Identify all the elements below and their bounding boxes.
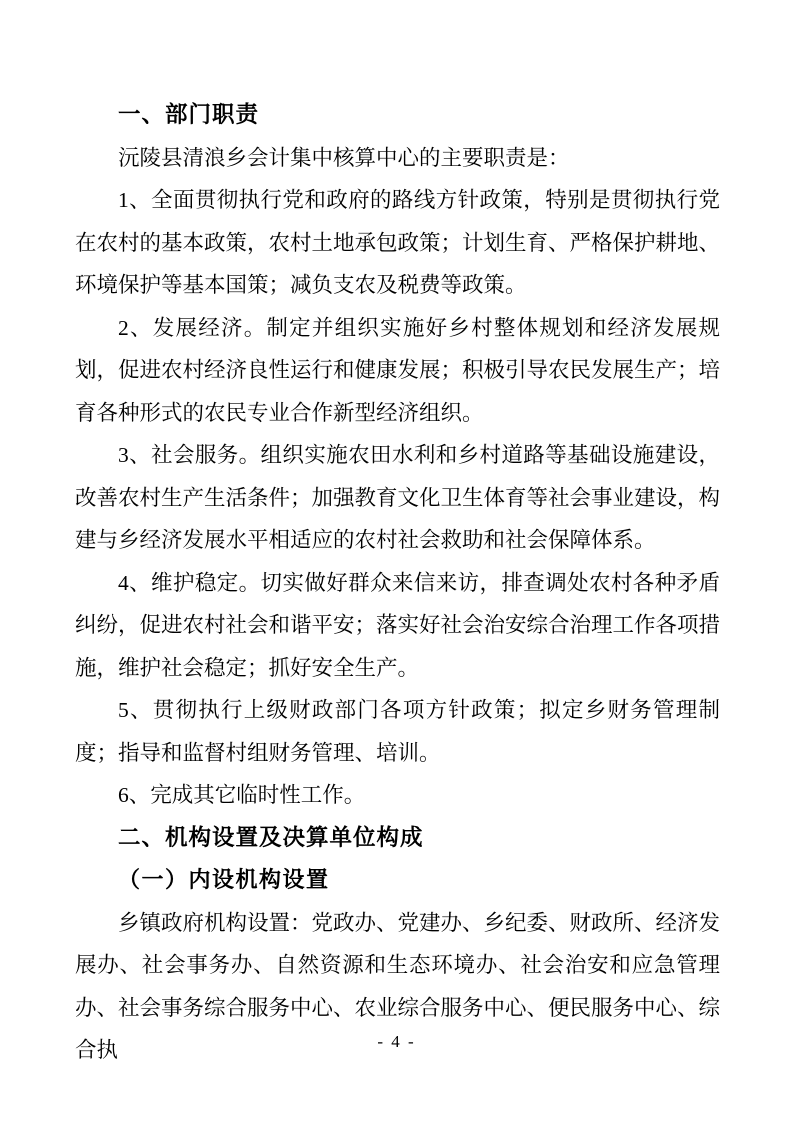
page-number: - 4 - <box>377 1032 416 1051</box>
section-1-heading: 一、部门职责 <box>118 102 260 127</box>
section-2-heading: 二、机构设置及决算单位构成 <box>118 824 424 850</box>
duty-paragraph-5: 5、贯彻执行上级财政部门各项方针政策；拟定乡财务管理制度；指导和监督村组财务管理、培训。 <box>75 698 720 765</box>
intro-paragraph: 沅陵县清浪乡会计集中核算中心的主要职责是： <box>118 145 570 170</box>
duty-paragraph-6: 6、完成其它临时性工作。 <box>118 783 366 807</box>
duty-paragraph-2: 2、发展经济。制定并组织实施好乡村整体规划和经济发展规划，促进农村经济良性运行和健康发展；积极引导农民发展生产；培育各种形式的农民专业合作新型经济组织。 <box>75 315 721 425</box>
duty-paragraph-4: 4、维护稳定。切实做好群众来信来访，排查调处农村各种矛盾纠纷，促进农村社会和谐平安；落实好社会治安综合治理工作各项措施，维护社会稳定；抓好安全生产。 <box>75 570 721 680</box>
org-structure-paragraph: 乡镇政府机构设置：党政办、党建办、乡纪委、财政所、经济发展办、社会事务办、自然资源和生态环境办、社会治安和应急管理办、社会事务综合服务中心、农业综合服务中心、便民服务中心、综合执 <box>75 910 721 1062</box>
subsection-1-heading: （一）内设机构设置 <box>118 867 330 892</box>
duty-paragraph-3: 3、社会服务。组织实施农田水利和乡村道路等基础设施建设，改善农村生产生活条件；加强教育文化卫生体育等社会事业建设，构建与乡经济发展水平相适应的农村社会救助和社会保障体系。 <box>75 443 721 552</box>
duty-paragraph-1: 1、全面贯彻执行党和政府的路线方针政策，特别是贯彻执行党在农村的基本政策，农村土地承包政策；计划生育、严格保护耕地、环境保护等基本国策；减负支农及税费等政策。 <box>75 188 721 297</box>
